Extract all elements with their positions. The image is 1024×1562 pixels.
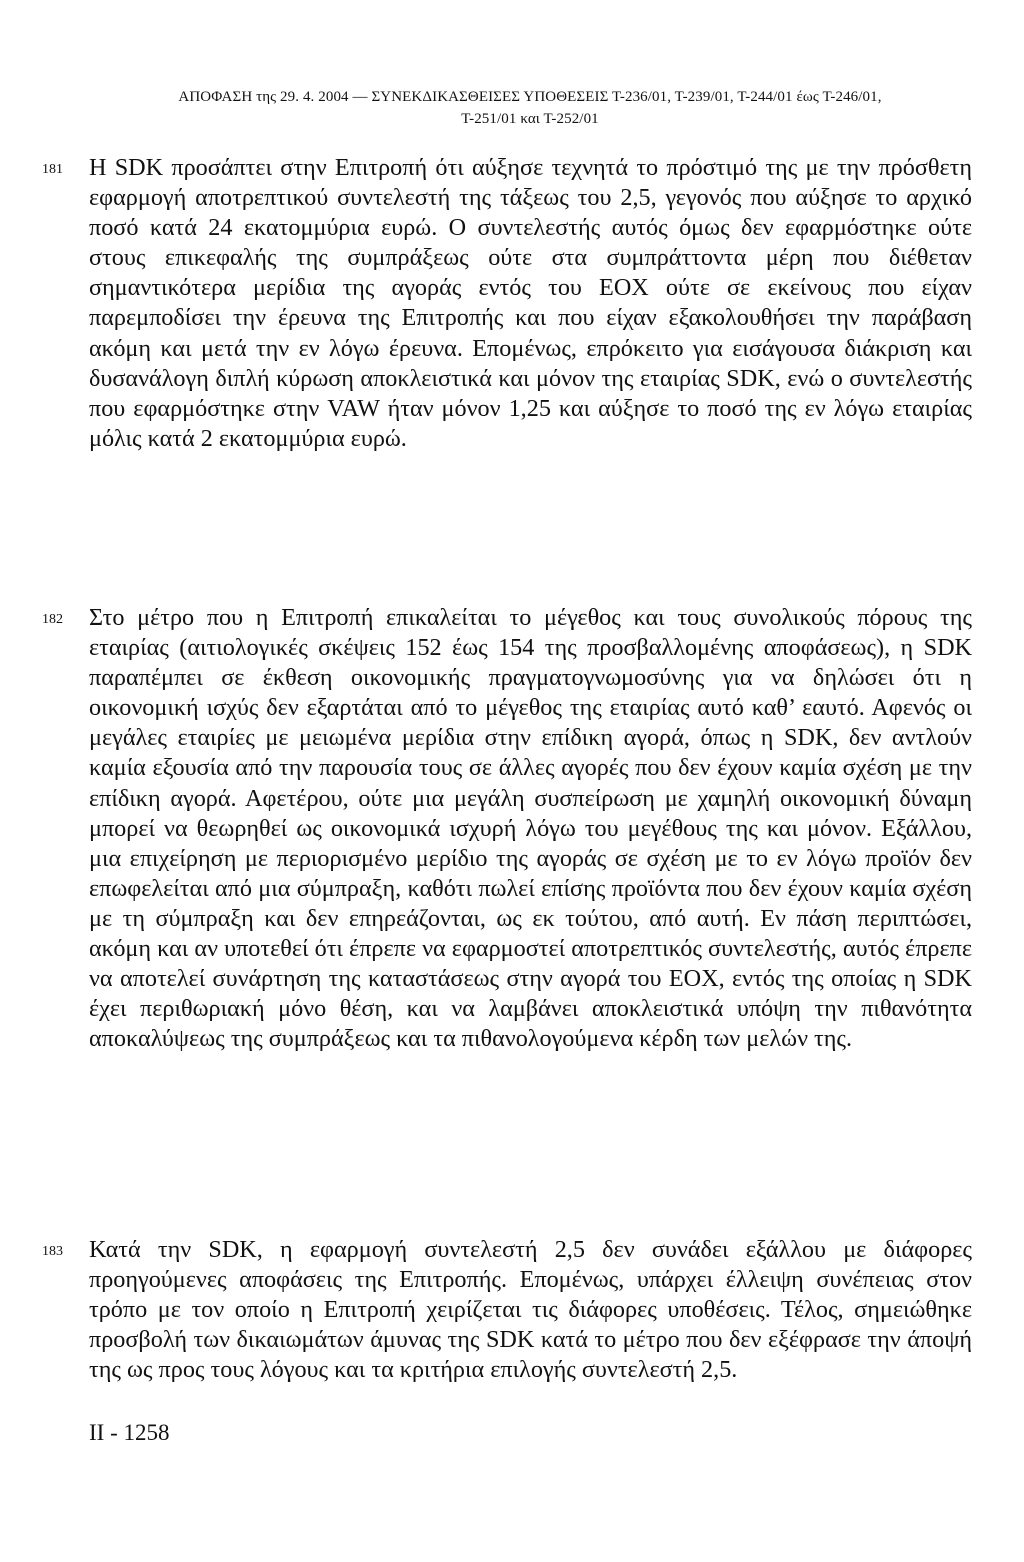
- paragraph-text: Η SDK προσάπτει στην Επιτροπή ότι αύξησε τεχνητά το πρόστιμό της με την πρόσθετη εφαρμογή αποτρεπτικού συντελεστή της τάξεως του 2,5, γεγονός που αύξησε το αρχικό ποσό κατά 24 εκατομμύρια ευρώ. Ο συντελεστής αυτός όμως δεν εφαρμόστηκε ούτε στους επικεφαλής της συμπράξεως ούτε στα συμπράττοντα μέρη που διέθεταν σημαντικότερα μερίδια της αγοράς εντός του ΕΟΧ ούτε σε εκείνους που είχαν παρεμποδίσει την έρευνα της Επιτροπής και που είχαν εξακολουθήσει την παράβαση ακόμη και μετά την εν λόγω έρευνα. Επομένως, επρόκειτο για εισάγουσα διάκριση και δυσανάλογη διπλή κύρωση αποκλειστικά και μόνον της εταιρίας SDK, ενώ ο συντελεστής που εφαρμόστηκε στην VAW ήταν μόνον 1,25 και αύξησε το ποσό της εν λόγω εταιρίας μόλις κατά 2 εκατομμύρια ευρώ.: [89, 154, 972, 452]
- page-number: II - 1258: [89, 1420, 170, 1445]
- paragraph-number: 182: [42, 612, 63, 627]
- paragraph-number: 181: [42, 162, 63, 177]
- paragraph-text: Κατά την SDK, η εφαρμογή συντελεστή 2,5 δεν συνάδει εξάλλου με διάφορες προηγούμενες αποφάσεις της Επιτροπής. Επομένως, υπάρχει έλλειψη συνέπειας στον τρόπο με τον οποίο η Επιτροπή χειρίζεται τις διάφορες υποθέσεις. Τέλος, σημειώθηκε προσβολή των δικαιωμάτων άμυνας της SDK κατά το μέτρο που δεν εξέφρασε την άποψή της ως προς τους λόγους και τα κριτήρια επιλογής συντελεστή 2,5.: [89, 1236, 972, 1384]
- paragraph-text: Στο μέτρο που η Επιτροπή επικαλείται το μέγεθος και τους συνολικούς πόρους της εταιρίας (αιτιολογικές σκέψεις 152 έως 154 της προσβαλλομένης αποφάσεως), η SDK παραπέμπει σε έκθεση οικονομικής πραγματογνωμοσύνης για να δηλώσει ότι η οικονομική ισχύς δεν εξαρτάται από το μέγεθος της εταιρίας αυτό καθ’ εαυτό. Αφενός οι μεγάλες εταιρίες με μειωμένα μερίδια στην επίδικη αγορά, όπως η SDK, δεν αντλούν καμία εξουσία από την παρουσία τους σε άλλες αγορές που δεν έχουν καμία σχέση με την επίδικη αγορά. Αφετέρου, ούτε μια μεγάλη συσπείρωση με χαμηλή οικονομική δύναμη μπορεί να θεωρηθεί ως οικονομικά ισχυρή λόγω του μεγέθους της και μόνον. Εξάλλου, μια επιχείρηση με περιορισμένο μερίδιο της αγοράς σε σχέση με το εν λόγω προϊόν δεν επωφελείται από μια σύμπραξη, καθότι πωλεί επίσης προϊόντα που δεν έχουν καμία σχέση με τη σύμπραξη και δεν επηρεάζονται, ως εκ τούτου, από αυτή. Εν πάση περιπτώσει, ακόμη και αν υποτεθεί ότι έπρεπε να εφαρμοστεί αποτρεπτικός συντελεστής, αυτός έπρεπε να αποτελεί συνάρτηση της καταστάσεως στην αγορά του ΕΟΧ, εντός της οποίας η SDK έχει περιθωριακή μόνο θέση, και να λαμβάνει αποκλειστικά υπόψη την πιθανότητα αποκαλύψεως της συμπράξεως και τα πιθανολογούμενα κέρδη των μελών της.: [89, 604, 972, 1053]
- running-header: [100, 86, 960, 130]
- running-header-line-2: Τ-251/01 και Τ-252/01: [461, 111, 599, 127]
- running-header-line-1: ΑΠΟΦΑΣΗ της 29. 4. 2004 — ΣΥΝΕΚΔΙΚΑΣΘΕΙΣΕΣ ΥΠΟΘΕΣΕΙΣ Τ-236/01, Τ-239/01, Τ-244/01 έως Τ-246/01,: [178, 89, 882, 105]
- paragraph-number: 183: [42, 1244, 63, 1259]
